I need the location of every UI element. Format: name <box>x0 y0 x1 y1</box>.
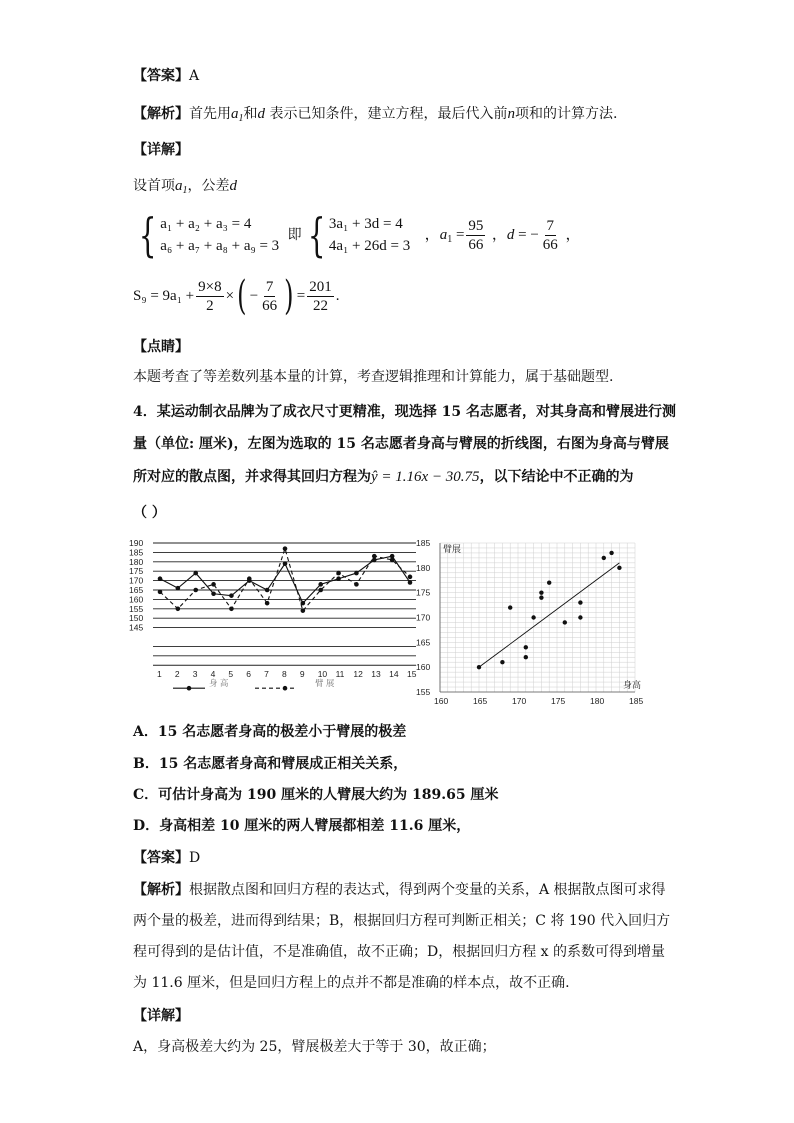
x-tick-label: 6 <box>246 669 252 680</box>
y-tick-label: 155 <box>416 687 431 697</box>
setup-line: 设首项$a_1$，公差d <box>133 178 237 196</box>
x-tick-label: 185 <box>629 696 644 706</box>
scatter-point <box>609 551 613 555</box>
x-tick-label: 7 <box>264 669 269 680</box>
equation-3: 3a₁ + 3d = 4 <box>328 216 403 232</box>
y-tick-label: 185 <box>416 538 431 548</box>
equation-1: a₁ + a₂ + a₃ = 4 <box>160 216 252 232</box>
series-line-2 <box>160 549 410 611</box>
analysis-line-2b: 两个量的极差，进而得到结果；B，根据回归方程可判断正相关；C 将 190 代入回归方 <box>133 913 671 929</box>
scatter-point <box>500 660 504 664</box>
scatter-point <box>602 556 606 560</box>
y-tick-label: 170 <box>416 612 431 623</box>
data-point <box>318 582 323 587</box>
question-4-line-3 <box>133 467 634 487</box>
y-tick-label: 160 <box>416 662 431 673</box>
data-point <box>390 558 395 563</box>
equation-system-line: { a₁ + a₂ + a₃ = 4 a₆ + a₇ + a₈ + a₉ = 3 即 { 3a₁ + 3d = 4 4a₁ + 26d = 3 ，$a_1$ = $\frac{95}{66}$ ，d = − $\frac{7}{66}$ ， <box>138 208 581 262</box>
y-tick-label: 160 <box>129 594 144 605</box>
comment-tag-line <box>133 337 189 357</box>
a1-fraction: $\frac{95}{66}$ <box>468 217 484 253</box>
y-tick-label: 150 <box>129 613 144 624</box>
analysis-text-a: 首先用 <box>189 106 231 122</box>
analysis-tag: 【解析】 <box>133 106 189 122</box>
x-tick-label: 4 <box>210 669 216 680</box>
answer-tag-2: 【答案】 <box>133 850 189 866</box>
scatter-point <box>617 566 621 570</box>
answer-tag: 【答案】 <box>133 68 189 84</box>
scatter-point <box>524 655 528 659</box>
data-point <box>211 591 216 596</box>
y-tick-label: 175 <box>416 587 431 598</box>
question-4-line-1: 4．某运动制衣品牌为了成衣尺寸更精准，现选择 15 名志愿者，对其身高和臂展进行测 <box>133 404 676 420</box>
data-point <box>336 571 341 576</box>
detail-tag-1 <box>133 140 189 160</box>
x-tick-label: 5 <box>228 669 234 680</box>
scatter-point <box>539 590 543 594</box>
y-tick-label: 170 <box>129 575 144 586</box>
scatter-point <box>578 600 582 604</box>
legend-label-height: 身 高 <box>209 678 229 689</box>
x-tick-label: 160 <box>434 696 449 706</box>
data-point <box>354 582 359 587</box>
comment-tag: 【点睛】 <box>133 339 189 355</box>
data-point <box>336 576 341 581</box>
detail-tag-2: 【详解】 <box>133 1008 189 1024</box>
analysis-text-b: 和 <box>243 106 258 122</box>
x-tick-label: 165 <box>473 696 488 706</box>
data-point <box>229 593 234 598</box>
x-axis-label: 身高 <box>623 680 642 690</box>
y-tick-label: 155 <box>129 603 144 614</box>
equation-2: a₆ + a₇ + a₈ + a₉ = 3 <box>160 238 280 254</box>
option-a: A．15 名志愿者身高的极差小于臂展的极差 <box>133 724 407 740</box>
data-point <box>193 571 198 576</box>
y-tick-label: 165 <box>416 637 431 648</box>
y-tick-label: 180 <box>129 556 144 567</box>
analysis-line-1: 【解析】首先用$a_1$和d 表示已知条件，建立方程，最后代入前n项和的计算方法. <box>133 106 618 124</box>
option-c: C．可估计身高为 190 厘米的人臂展大约为 189.65 厘米 <box>133 787 499 803</box>
legend-label-armspan: 臂 展 <box>315 678 335 689</box>
x-tick-label: 3 <box>192 669 198 680</box>
analysis-line-2a <box>133 880 666 900</box>
setup-text-a: 设首项 <box>133 178 175 194</box>
x-tick-label: 13 <box>371 669 381 680</box>
option-b: B．15 名志愿者身高和臂展成正相关关系， <box>133 756 408 772</box>
x-tick-label: 170 <box>512 696 527 706</box>
s9-result: $\frac{201}{22}$ <box>309 278 332 314</box>
data-point <box>176 607 181 612</box>
legend-marker <box>283 686 288 691</box>
x-tick-label: 14 <box>389 669 399 680</box>
x-tick-label: 11 <box>335 669 345 680</box>
data-point <box>283 546 288 551</box>
scatter-chart-height-armspan <box>400 535 650 710</box>
y-tick-label: 145 <box>129 622 144 633</box>
data-point <box>247 576 252 581</box>
detail-line-2: A，身高极差大约为 25，臂展极差大于等于 30，故正确； <box>133 1039 496 1055</box>
comment-text: 本题考查了等差数列基本量的计算，考查逻辑推理和计算能力，属于基础题型. <box>133 369 614 385</box>
x-tick-label: 9 <box>299 669 305 680</box>
data-point <box>318 588 323 593</box>
scatter-point <box>524 645 528 649</box>
scatter-point <box>539 595 543 599</box>
ji-text: 即 <box>287 227 302 243</box>
x-tick-label: 1 <box>157 669 162 680</box>
scatter-point <box>508 605 512 609</box>
d-fraction: $\frac{7}{66}$ <box>542 217 558 253</box>
scatter-point <box>477 665 481 669</box>
data-point <box>176 586 181 591</box>
answer-blank: （ ） <box>133 505 166 521</box>
x-tick-label: 2 <box>174 669 180 680</box>
data-point <box>193 588 198 593</box>
regression-equation: ŷ = 1.16x − 30.75 <box>371 469 480 485</box>
data-point <box>158 576 163 581</box>
answer-line-2 <box>133 848 200 868</box>
option-d: D．身高相差 10 厘米的两人臂展都相差 11.6 厘米， <box>133 818 471 834</box>
system-2 <box>329 213 410 257</box>
scatter-point <box>578 615 582 619</box>
y-tick-label: 175 <box>129 566 144 577</box>
analysis-text-c: 表示已知条件，建立方程，最后代入前 <box>269 106 508 122</box>
system-1 <box>160 213 279 257</box>
data-point <box>354 571 359 576</box>
line-chart-height-armspan <box>125 535 420 710</box>
data-point <box>372 554 377 559</box>
analysis-tag-2: 【解析】 <box>133 882 189 898</box>
s9-frac-2: $\frac{7}{66}$ <box>262 278 278 314</box>
data-point <box>158 590 163 595</box>
x-tick-label: 15 <box>407 669 417 680</box>
x-tick-label: 8 <box>282 669 287 680</box>
y-tick-label: 190 <box>129 538 144 548</box>
question-4-line-3b: ，以下结论中不正确的为 <box>479 469 634 485</box>
x-tick-label: 12 <box>353 669 363 680</box>
scatter-point <box>531 615 535 619</box>
equation-4: 4a₁ + 26d = 3 <box>328 238 411 254</box>
s9-line: S₉ = 9a₁ + $\frac{9\times 8}{2}$ ×( − $\frac{7}{66}$ ) = $\frac{201}{22}$ . <box>133 273 340 319</box>
analysis-text-2a: 根据散点图和回归方程的表达式，得到两个变量的关系，A 根据散点图可求得 <box>189 882 666 898</box>
answer-value-2: D <box>189 850 201 866</box>
y-tick-label: 165 <box>129 585 144 595</box>
analysis-text-d: 项和的计算方法. <box>514 106 618 122</box>
scatter-point <box>563 620 567 624</box>
answer-value: A <box>189 68 200 84</box>
s9-frac-1: $\frac{9\times 8}{2}$ <box>198 278 222 314</box>
setup-text-b: ，公差 <box>187 178 230 194</box>
y-tick-label: 180 <box>416 562 431 573</box>
y-axis-label: 臂展 <box>443 544 462 554</box>
scatter-point <box>547 581 551 585</box>
data-point <box>283 561 288 566</box>
x-tick-label: 175 <box>551 696 566 706</box>
data-point <box>229 607 234 612</box>
y-tick-label: 185 <box>129 547 144 558</box>
data-point <box>211 582 216 587</box>
data-point <box>265 601 270 606</box>
x-tick-label: 10 <box>317 669 328 680</box>
question-4-line-2: 量（单位: 厘米)，左图为选取的 15 名志愿者身高与臂展的折线图，右图为身高与臂展 <box>133 436 669 452</box>
detail-tag: 【详解】 <box>133 142 189 158</box>
detail-tag-line-2 <box>133 1006 189 1026</box>
question-4-line-3a: 所对应的散点图，并求得其回归方程为 <box>133 469 371 485</box>
x-tick-label: 180 <box>590 696 605 706</box>
legend-marker <box>187 686 192 691</box>
s9-lhs: S₉ = 9a₁ + <box>133 288 195 304</box>
data-point <box>265 588 270 593</box>
analysis-line-2d: 为 11.6 厘米，但是回归方程上的点并不都是准确的样本点，故不正确. <box>133 975 570 991</box>
answer-line-1 <box>133 66 199 86</box>
analysis-line-2c: 程可得到的是估计值，不是准确值，故不正确；D，根据回归方程 x 的系数可得到增量 <box>133 944 666 960</box>
data-point <box>301 608 306 613</box>
